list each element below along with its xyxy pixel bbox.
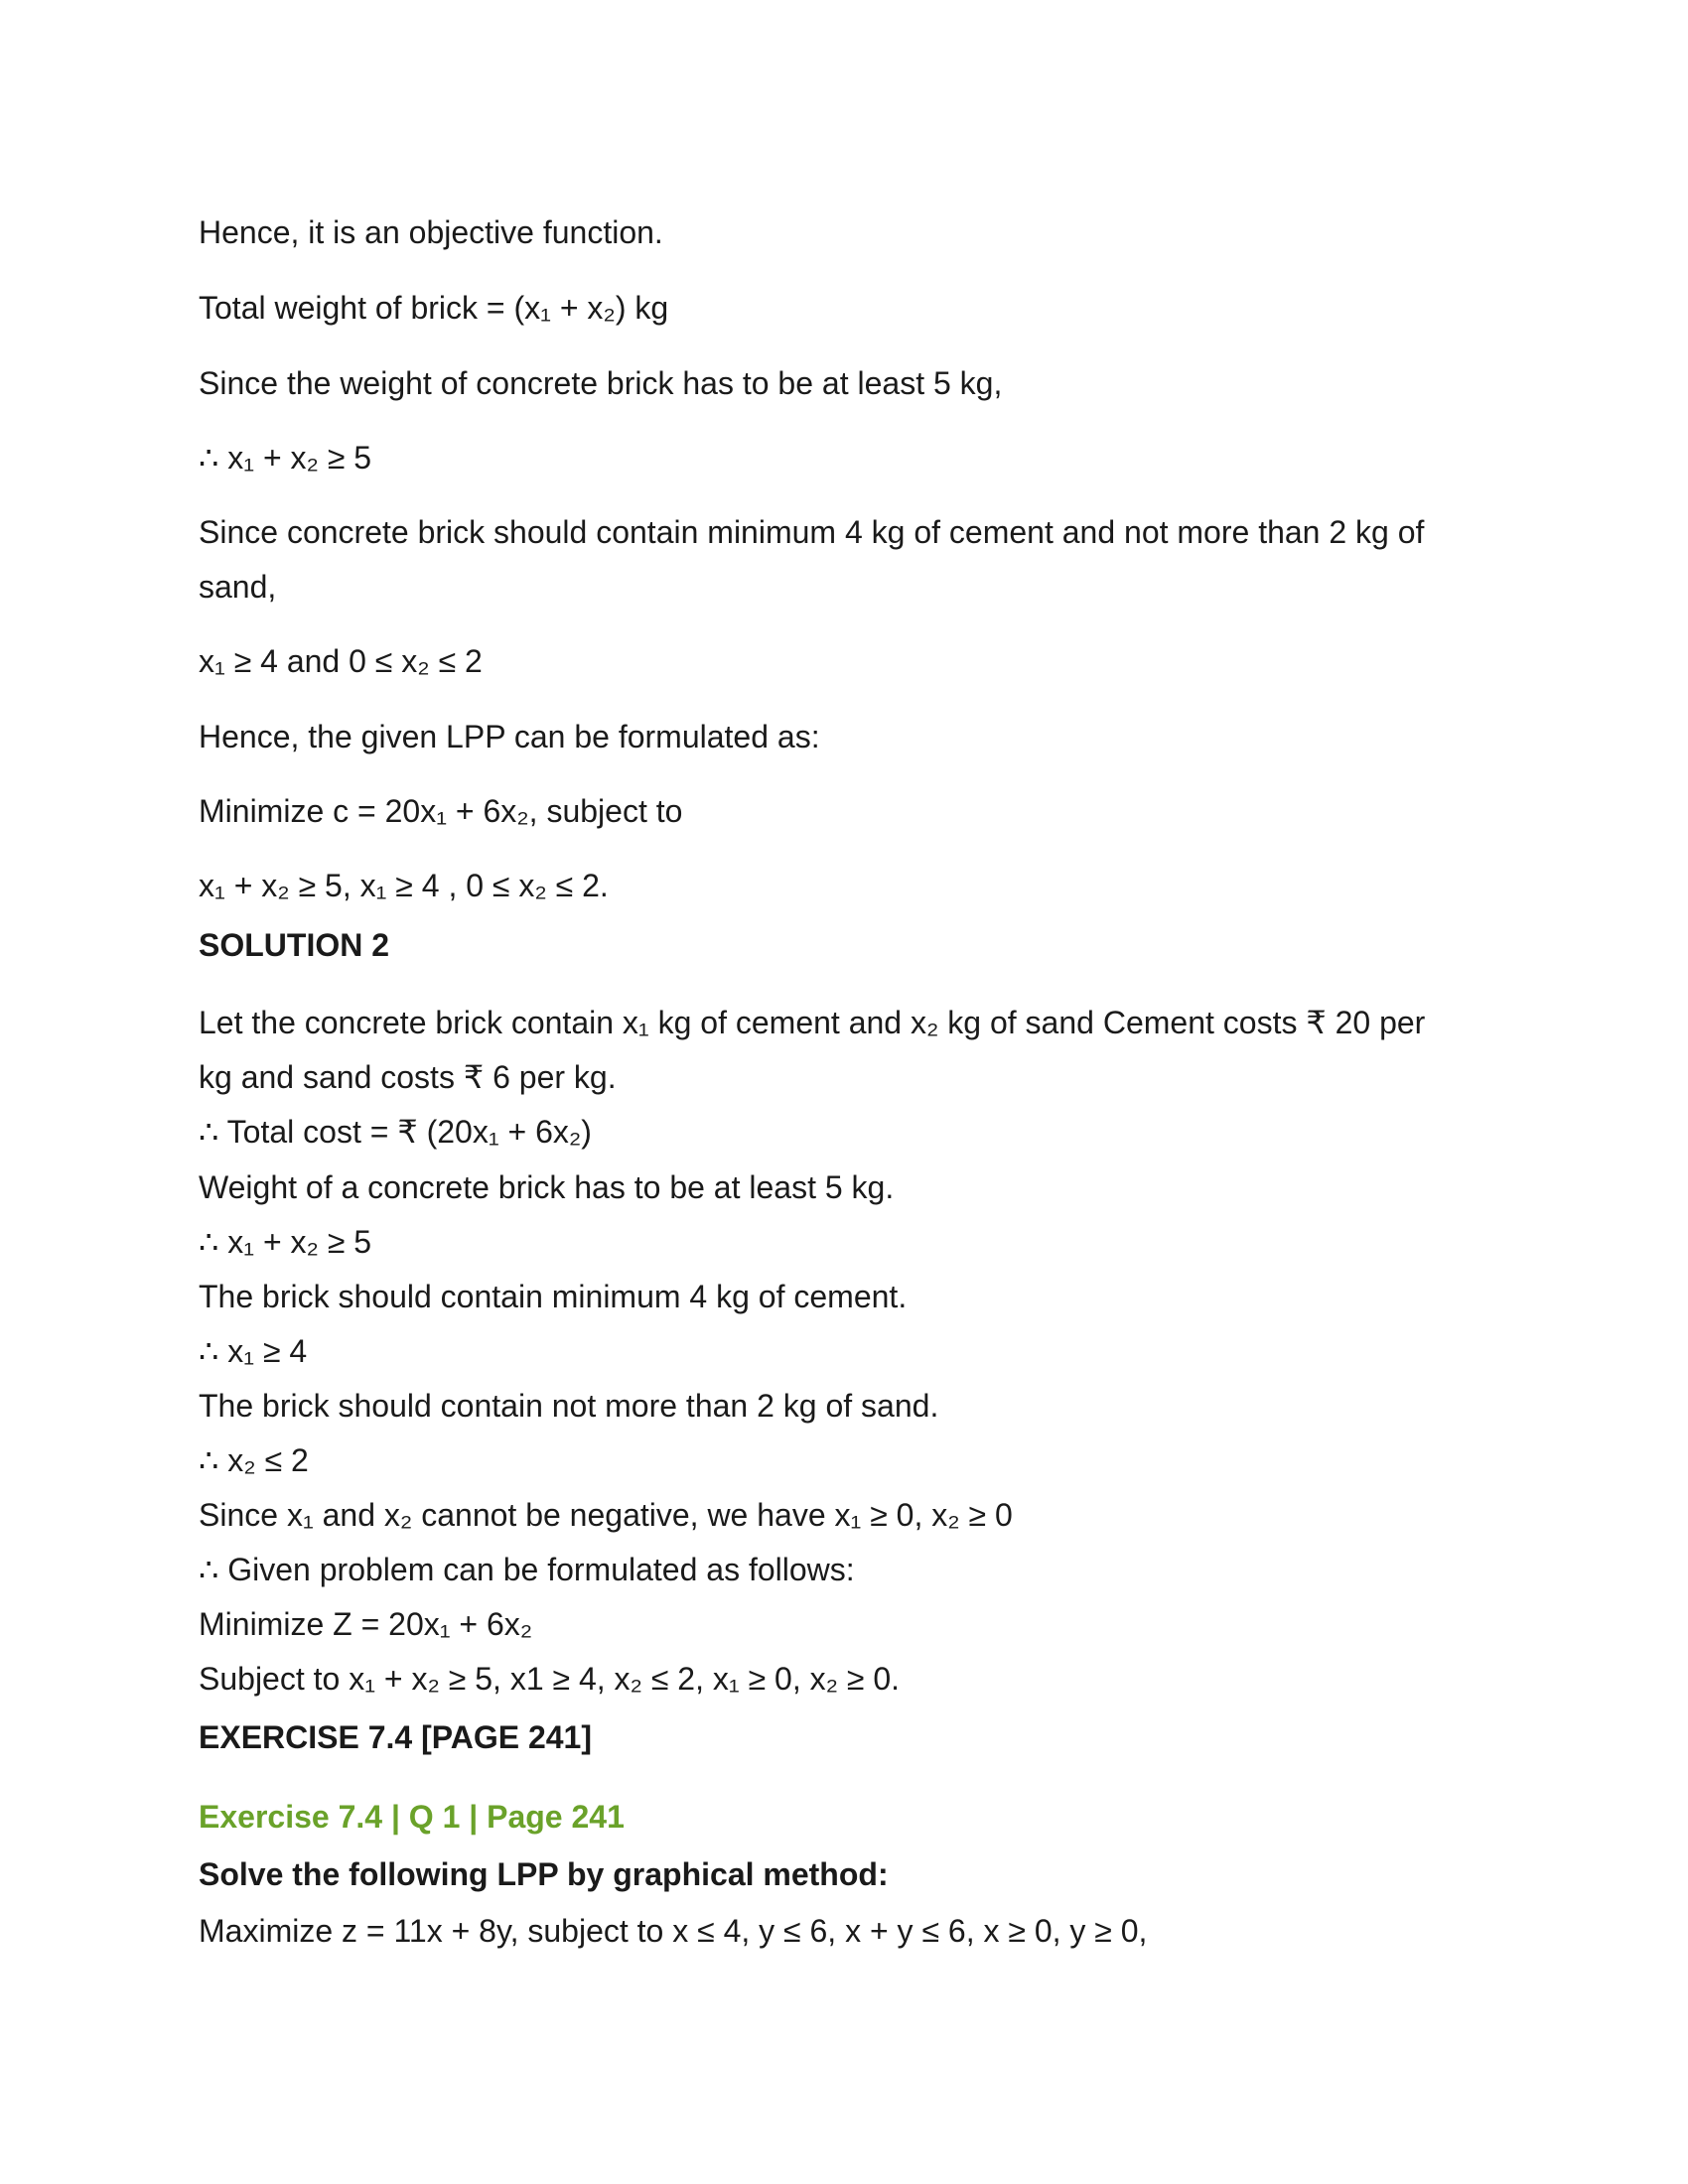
text-line-weight-condition: Since the weight of concrete brick has to be at least 5 kg, <box>199 365 1003 401</box>
text-line-total-cost: ∴ Total cost = ₹ (20x₁ + 6x₂) <box>199 1114 592 1150</box>
text-line-non-negative: Since x₁ and x₂ cannot be negative, we have x₁ ≥ 0, x₂ ≥ 0 <box>199 1497 1013 1533</box>
text-line-sand-inequality: ∴ x₂ ≤ 2 <box>199 1442 309 1478</box>
text-line-total-weight: Total weight of brick = (x₁ + x₂) kg <box>199 290 669 326</box>
text-line-weight-at-least: Weight of a concrete brick has to be at least 5 kg. <box>199 1169 895 1205</box>
text-line-objective: Hence, it is an objective function. <box>199 214 663 250</box>
text-line-formulated-follows: ∴ Given problem can be formulated as follows: <box>199 1552 855 1587</box>
text-line-minimize-z: Minimize Z = 20x₁ + 6x₂ <box>199 1606 533 1642</box>
text-line-weight-inequality-2: ∴ x₁ + x₂ ≥ 5 <box>199 1224 372 1260</box>
text-line-max-sand: The brick should contain not more than 2 kg of sand. <box>199 1388 939 1424</box>
question-statement: Maximize z = 11x + 8y, subject to x ≤ 4, y ≤ 6, x + y ≤ 6, x ≥ 0, y ≥ 0, <box>199 1913 1148 1949</box>
exercise-question-link[interactable]: Exercise 7.4 | Q 1 | Page 241 <box>199 1799 625 1835</box>
text-line-cement-sand-condition: Since concrete brick should contain minimum 4 kg of cement and not more than 2 kg of <box>199 514 1425 550</box>
text-line-cement-inequality: ∴ x₁ ≥ 4 <box>199 1333 308 1369</box>
exercise-heading: EXERCISE 7.4 [PAGE 241] <box>199 1719 592 1755</box>
text-line-weight-inequality: ∴ x₁ + x₂ ≥ 5 <box>199 440 372 476</box>
text-line-let-brick: Let the concrete brick contain x₁ kg of cement and x₂ kg of sand Cement costs ₹ 20 per <box>199 1005 1426 1040</box>
text-line-cement-sand-condition-cont: sand, <box>199 569 277 605</box>
text-line-subject-to: Subject to x₁ + x₂ ≥ 5, x1 ≥ 4, x₂ ≤ 2, x₁ ≥ 0, x₂ ≥ 0. <box>199 1661 901 1697</box>
text-line-min-cement: The brick should contain minimum 4 kg of cement. <box>199 1279 908 1314</box>
text-line-let-brick-cont: kg and sand costs ₹ 6 per kg. <box>199 1059 617 1095</box>
text-line-minimize-c: Minimize c = 20x₁ + 6x₂, subject to <box>199 793 683 829</box>
question-title: Solve the following LPP by graphical method: <box>199 1856 889 1892</box>
text-line-cement-sand-inequality: x₁ ≥ 4 and 0 ≤ x₂ ≤ 2 <box>199 643 483 679</box>
text-line-constraints: x₁ + x₂ ≥ 5, x₁ ≥ 4 , 0 ≤ x₂ ≤ 2. <box>199 868 609 903</box>
solution-heading: SOLUTION 2 <box>199 927 390 963</box>
text-line-lpp-formulated: Hence, the given LPP can be formulated as: <box>199 719 820 754</box>
